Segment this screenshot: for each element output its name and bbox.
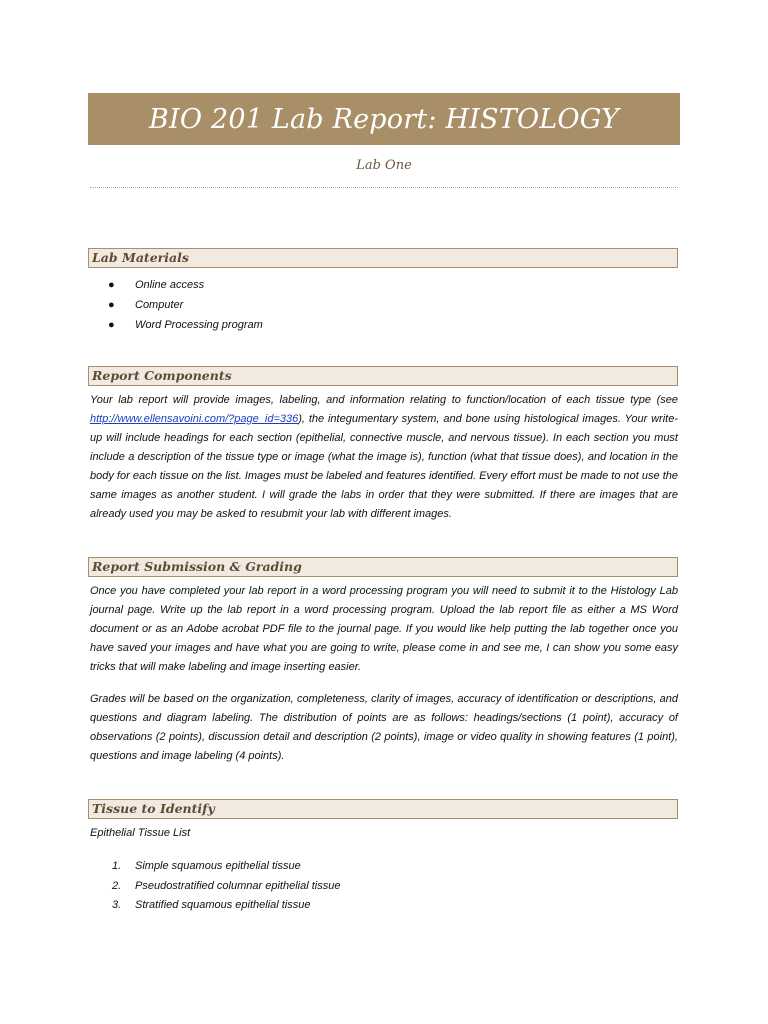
document-subtitle: Lab One — [356, 158, 412, 173]
subtitle-divider — [90, 187, 678, 188]
list-item: ● Word Processing program — [108, 319, 263, 331]
section-heading-tissue-to-identify: Tissue to Identify — [88, 799, 678, 819]
list-item: 2. Pseudostratified columnar epithelial tissue — [112, 879, 341, 892]
document-title: BIO 201 Lab Report: HISTOLOGY — [148, 103, 620, 135]
bullet-icon: ● — [108, 319, 115, 331]
submission-paragraph-1: Once you have completed your lab report in a word processing program you will need to submit it to the Histology Lab journal page. Write up the lab report in a word processing program. Upload the lab report file as either a MS Word document or as an Adobe acrobat PDF file to the journal page. If you would like help putting the lab together once you have saved your images and have what you are going to write, please come in and see me, I can show you some easy tricks that will make labeling and image inserting easier. — [90, 585, 678, 673]
epithelial-tissue-list — [112, 858, 340, 917]
list-item: 1. Simple squamous epithelial tissue — [112, 860, 301, 872]
bullet-icon: ● — [108, 299, 115, 311]
list-item: ● Online access — [108, 279, 205, 291]
section-heading-submission-grading: Report Submission & Grading — [88, 557, 678, 577]
submission-paragraph-2: Grades will be based on the organization, completeness, clarity of images, accuracy of identification or descriptions, and questions and diagram labeling. The distribution of points are as follows: headings/sections (1 point), accuracy of observations (2 points), discussion detail and description (2 points), image or video quality in showing features (1 point), questions and image labeling (4 points). — [90, 693, 678, 762]
bullet-icon: ● — [108, 279, 115, 291]
lab-materials-list — [108, 277, 263, 337]
report-components-paragraph: Your lab report will provide images, labeling, and information relating to function/location of each tissue type (see http://www.ellensavoini.com/?page_id=336), the integumentary system, and bone using histological images. Your write-up will include headings for each section (epithelial, connective muscle, and nervous tissue). In each section you must include a description of the tissue type or image (what the image is), function (what that tissue does), and location in the body for each tissue on the list. Images must be labeled and features identified. Every effort must be made to not use the same images as another student. I will grade the labs in order that they were submitted. If there are images that are already used you may be asked to resubmit your lab with different images. — [90, 394, 678, 520]
section-heading-report-components: Report Components — [88, 366, 678, 386]
epithelial-list-title: Epithelial Tissue List — [90, 827, 191, 839]
title-banner — [88, 93, 680, 145]
resource-link[interactable]: http://www.ellensavoini.com/?page_id=336 — [90, 413, 299, 425]
list-item: ● Computer — [108, 299, 184, 311]
list-item: 3. Stratified squamous epithelial tissue — [112, 899, 311, 911]
section-heading-lab-materials: Lab Materials — [88, 248, 678, 268]
